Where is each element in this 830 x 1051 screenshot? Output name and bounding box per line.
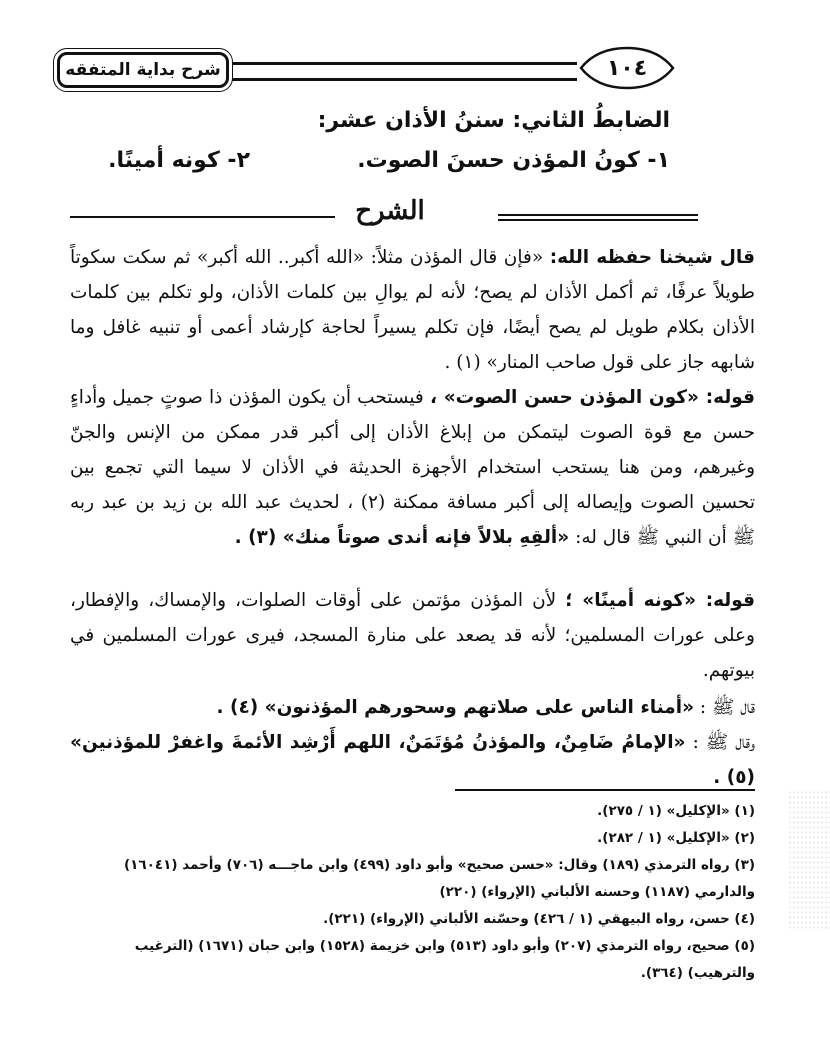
- paragraph-3: [70, 583, 755, 688]
- paragraph-5-pre: وقال ﷺ :: [692, 732, 756, 753]
- running-title: شرح بداية المتفقه: [65, 60, 221, 80]
- rule-item-1: ١- كونُ المؤذن حسنَ الصوت.: [357, 148, 670, 173]
- page-number-badge: [577, 44, 677, 92]
- footnote-1: (١) «الإكليل» (١ / ٢٧٥).: [597, 803, 755, 819]
- sharh-rule-right-top: [498, 214, 698, 216]
- page-number: ١٠٤: [606, 55, 648, 81]
- paragraph-1: [70, 240, 755, 380]
- header-rule-top: [232, 62, 577, 65]
- paragraph-2-text: فيستحب أن يكون المؤذن ذا صوتٍ جميل وأداءٍ حسن مع قوة الصوت ليتمكن من إبلاغ الأذان إلى أكبر قدر ممكن من الإنس والجنّ وغيرهم، ومن هنا يستحب استخدام الأجهزة الحديثة في الأذان لا سيما التي تجمع بين تحسين الصوت وإيصاله إلى أكبر مسافة ممكنة (٢) ، لحديث عبد الله بن زيد بن عبد ربه ﷺ أن النبي ﷺ قال له:: [70, 387, 755, 548]
- paragraph-2: [70, 380, 755, 555]
- rule-item-2: ٢- كونه أمينًا.: [108, 148, 250, 173]
- header-rule-bottom: [232, 78, 577, 81]
- running-title-box: [57, 52, 229, 88]
- paragraph-3-lead: قوله: «كونه أمينًا» ؛: [565, 590, 755, 611]
- paragraph-4-pre: قال ﷺ :: [699, 697, 755, 718]
- paragraph-1-lead: قال شيخنا حفظه الله:: [549, 247, 755, 268]
- sharh-rule-right-bottom: [498, 219, 698, 221]
- footnote-2: (٢) «الإكليل» (١ / ٢٨٢).: [597, 830, 755, 846]
- footnote-3: (٣) رواه الترمذي (١٨٩) وقال: «حسن صحيح» وأبو داود (٤٩٩) وابن ماجـــه (٧٠٦) وأحمد (١٦٠٤١) والدارمي (١١٨٧) وحسنه الألباني (الإرواء) (٢٢٠): [123, 857, 755, 900]
- paragraph-5-quote: «الإمامُ ضَامِنٌ، والمؤذنُ مُؤتَمَنٌ، اللهم أَرْشِد الأئمةَ واغفرْ للمؤذنين» (٥) .: [70, 732, 755, 788]
- footnote-4: (٤) حسن، رواه البيهقي (١ / ٤٢٦) وحسّنه الألباني (الإرواء) (٢٢١).: [323, 911, 755, 927]
- paragraph-5: [70, 725, 755, 795]
- footnote-separator: [455, 789, 755, 791]
- paragraph-4: [70, 690, 755, 725]
- paragraph-2-lead: قوله: «كون المؤذن حسن الصوت» ،: [429, 387, 755, 408]
- scan-noise: [788, 790, 830, 930]
- paragraph-3-text: لأن المؤذن مؤتمن على أوقات الصلوات، والإمساك، والإفطار، وعلى عورات المسلمين؛ لأنه قد يصعد على منارة المسجد، فيرى عورات المسلمين في بيوتهم.: [70, 590, 755, 681]
- sharh-rule-left: [70, 216, 335, 218]
- paragraph-1-text: «فإن قال المؤذن مثلاً: «الله أكبر.. الله أكبر» ثم سكت سكوتاً طويلاً عرفًا، ثم أكمل الأذان لم يصح؛ لأنه لم يوالِ بين كلمات الأذان، ولو تكلم بين كلمات الأذان بكلام طويل لم يصح أيضًا، فإن تكلم يسيراً لحاجة كإرشاد أعمى أو تنبيه غافل وما شابهه جاز على قول صاحب المنار» (١) .: [70, 247, 755, 373]
- rule-heading: الضابطُ الثاني: سننُ الأذان عشر:: [317, 108, 670, 133]
- footnote-5: (٥) صحيح، رواه الترمذي (٢٠٧) وأبو داود (٥١٣) وابن خزيمة (١٥٢٨) وابن حبان (١٦٧١) (الترغيب والترهيب) (٣٦٤).: [134, 938, 755, 981]
- sharh-title: الشرح: [355, 196, 425, 226]
- paragraph-4-quote: «أمناء الناس على صلاتهم وسحورهم المؤذنون» (٤) .: [216, 697, 695, 718]
- paragraph-2-quote: «ألقِهِ بلالاً فإنه أندى صوتاً منك» (٣) .: [234, 527, 570, 548]
- sharh-heading: [70, 196, 700, 236]
